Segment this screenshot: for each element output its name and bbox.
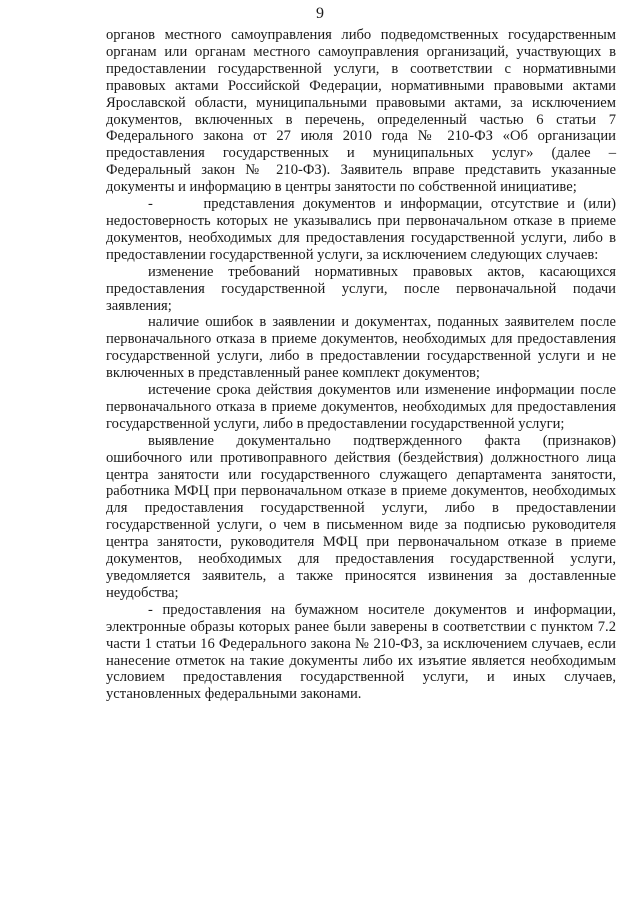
paragraph-continuation: органов местного самоуправления либо подведомственных государственным органам или органам местного самоуправления организаций, участвующих в предоставлении государственной услуги, в соответствии с нормативными правовых актами Российской Федерации, нормативными правовыми актами Ярославской области, муниципальными правовыми актами, за исключением документов, включенных в перечень, определенный частью 6 статьи 7 Федерального закона от 27 июля 2010 года № 210-ФЗ «Об организации предоставления государственных и муниципальных услуг» (далее – Федеральный закон № 210-ФЗ). Заявитель вправе представить указанные документы и информацию в центры занятости по собственной инициативе; bbox=[106, 27, 616, 196]
paragraph-exception: истечение срока действия документов или изменение информации после первоначального отказа в приеме документов, необходимых для предоставления государственной услуги, либо в предоставлении государственной услуги; bbox=[106, 382, 616, 432]
paragraph-exception: изменение требований нормативных правовых актов, касающихся предоставления государственной услуги, после первоначальной подачи заявления; bbox=[106, 263, 616, 314]
paragraph-exception: наличие ошибок в заявлении и документах, поданных заявителем после первоначального отказа в приеме документов, необходимых для предоставления государственной услуги, либо в предоставлении государственной услуги и не включенных в представленный ранее комплект документов; bbox=[106, 314, 616, 382]
paragraph-list-item: - представления документов и информации, отсутствие и (или) недостоверность которых не указывались при первоначальном отказе в приеме документов, необходимых для предоставления государственной услуги, либо в предоставлении государственной услуги, за исключением следующих случаев: bbox=[106, 196, 616, 263]
paragraph-exception: выявление документально подтвержденного факта (признаков) ошибочного или противоправного действия (бездействия) должностного лица центра занятости или государственного служащего департамента занятости, работника МФЦ при первоначальном отказе в приеме документов, необходимых для предоставления государственной услуги, либо в предоставлении государственной услуги, о чем в письменном виде за подписью руководителя центра занятости, руководителя МФЦ при первоначальном отказе в приеме документов, необходимых для предоставления государственной услуги, уведомляется заявитель, а также приносятся извинения за доставленные неудобства; bbox=[106, 432, 616, 601]
paragraph-list-item: - предоставления на бумажном носителе документов и информации, электронные образы которых ранее были заверены в соответствии с пунктом 7.2 части 1 статьи 16 Федерального закона № 210-ФЗ, за исключением случаев, если нанесение отметок на такие документы либо их изъятие является необходимым условием предоставления государственной услуги, и иных случаев, установленных федеральными законами. bbox=[106, 601, 616, 703]
page-number: 9 bbox=[316, 5, 324, 22]
document-body bbox=[106, 27, 616, 703]
